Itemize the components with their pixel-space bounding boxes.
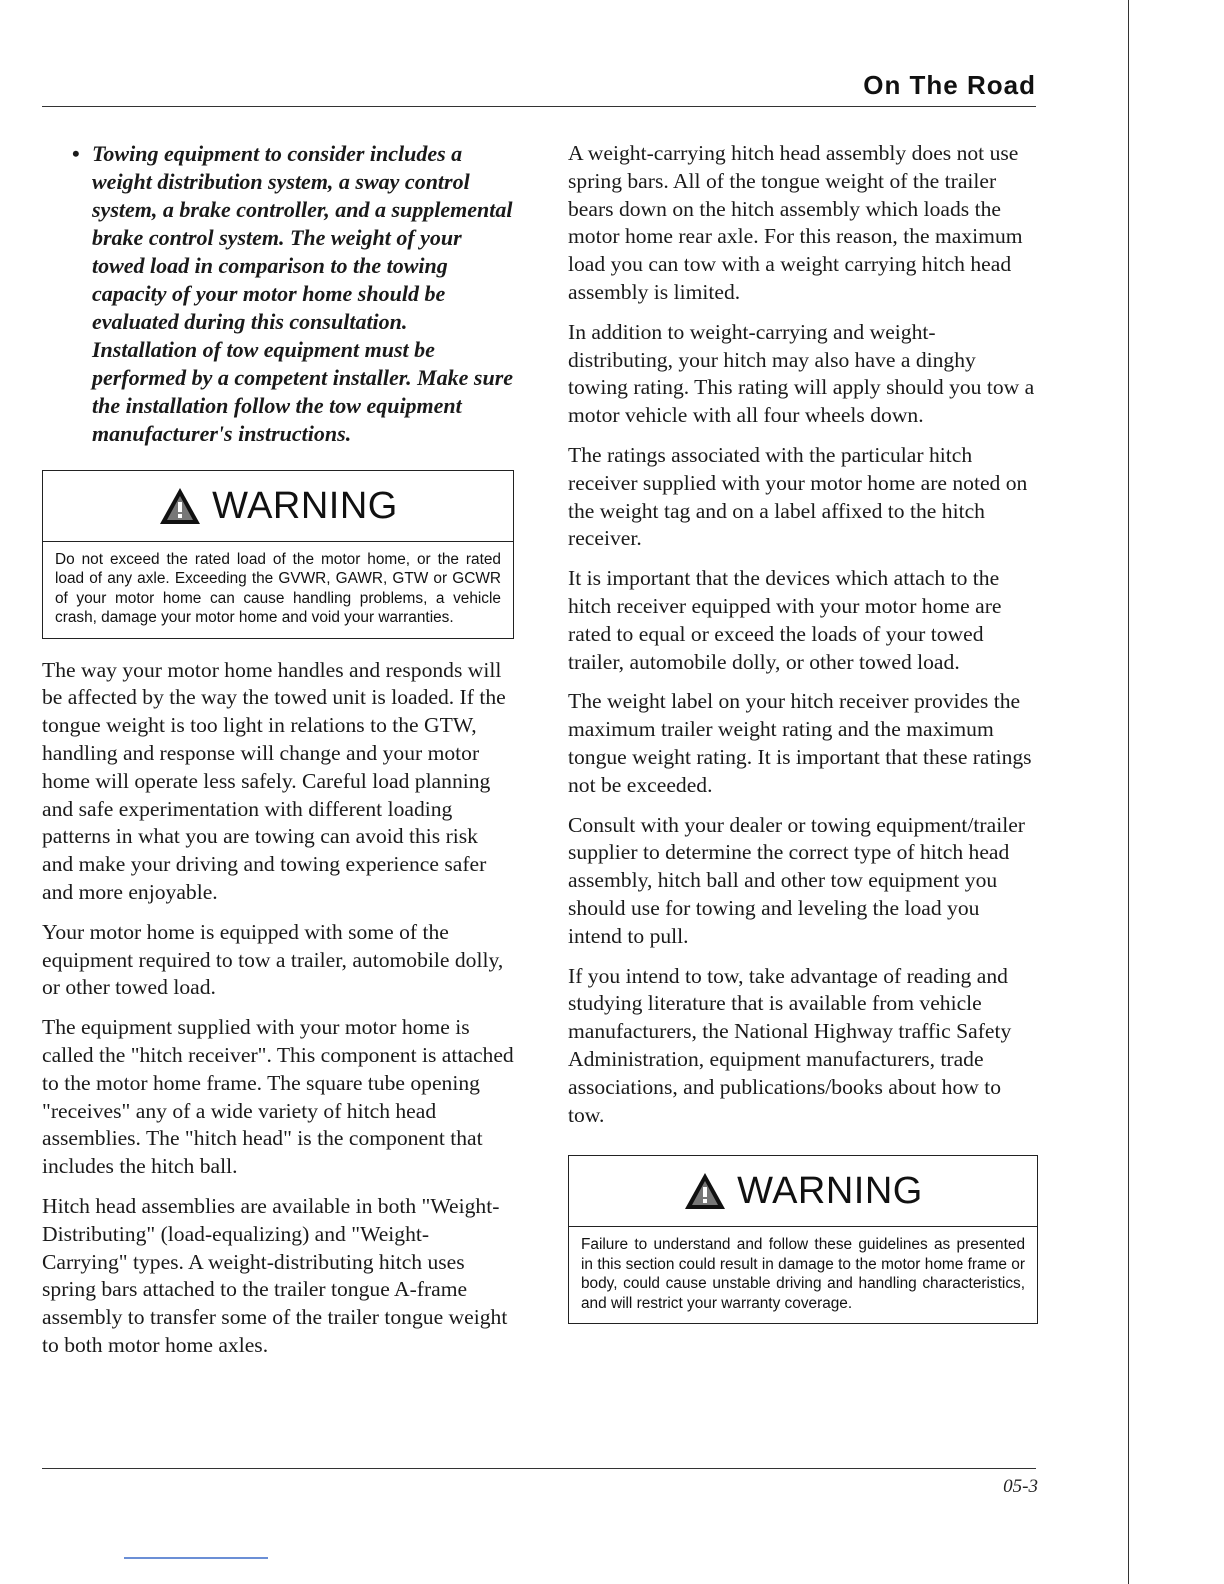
paragraph-weight-carrying: A weight-carrying hitch head assembly does not use spring bars. All of the tongue weight of the trailer bears down on the hitch assembly which loads the motor home rear axle. For this reason, the maximum load you can tow with a weight carrying hitch head assembly is limited. (568, 141, 1023, 304)
towing-equipment-bullet (42, 140, 514, 448)
page-number: 05-3 (1003, 1476, 1038, 1497)
warning-triangle-icon (683, 1171, 727, 1211)
paragraph-literature: If you intend to tow, take advantage of reading and studying literature that is available from vehicle manufacturers, the National Highway traffic Safety Administration, equipment manufacturers, trade associations, and publications/books about how to tow. (568, 963, 1012, 1127)
scan-edge-line (1128, 0, 1129, 1584)
warning-header (43, 471, 513, 542)
bullet-text: Towing equipment to consider includes a weight distribution system, a sway control system, a brake controller, and a supplemental brake control system. The weight of your towed load in comparison to the towing capacity of your motor home should be evaluated during this consultation. Installation of tow equipment must be performed by a competent installer. Make sure the installation follow the tow equipment manufacturer's instructions. (92, 141, 514, 446)
warning-text: Do not exceed the rated load of the motor home, or the rated load of any axle. Exceeding the GVWR, GAWR, GTW or GCWR of your motor home can cause handling problems, a vehicle crash, damage your motor home and void your warranties. (55, 551, 501, 627)
paragraph-ratings-label: The ratings associated with the particular hitch receiver supplied with your motor home are noted on the weight tag and on a label affixed to the hitch receiver. (568, 442, 1028, 551)
paragraph-consult-dealer: Consult with your dealer or towing equipment/trailer supplier to determine the correct type of hitch head assembly, hitch ball and other tow equipment you should use for towing and leveling the load you intend to pull. (568, 812, 1025, 948)
warning-box-rated-load (42, 470, 514, 639)
bullet-marker: • (72, 141, 80, 166)
paragraph-hitch-types: Hitch head assemblies are available in both "Weight-Distributing" (load-equalizing) and "Weight-Carrying" types. A weight-distributing hitch uses spring bars attached to the trailer tongue A-frame assembly to transfer some of the trailer tongue weight to both motor home axles. (42, 1193, 508, 1357)
left-column (42, 140, 514, 1372)
right-column (568, 140, 1038, 1324)
paragraph-hitch-receiver: The equipment supplied with your motor home is called the "hitch receiver". This component is attached to the motor home frame. The square tube opening "receives" any of a wide variety of hitch head assemblies. The "hitch head" is the component that includes the hitch ball. (42, 1015, 514, 1179)
paragraph-equipped: Your motor home is equipped with some of the equipment required to tow a trailer, automobile dolly, or other towed load. (42, 919, 504, 1000)
paragraph-devices-rated: It is important that the devices which attach to the hitch receiver equipped with your motor home are rated to equal or exceed the loads of your towed trailer, automobile dolly, or other towed load. (568, 566, 1002, 674)
scan-blue-line (124, 1557, 268, 1559)
paragraph-handling: The way your motor home handles and responds will be affected by the way the towed unit is loaded. If the tongue weight is too light in relations to the GTW, handling and response will change and your motor home will operate less safely. Careful load planning and safe experimentation with different loading patterns in what you are towing can avoid this risk and make your driving and towing experience safer and more enjoyable. (42, 657, 506, 904)
header-rule (42, 106, 1036, 107)
page-header-title: On The Road (863, 70, 1036, 100)
warning-text: Failure to understand and follow these guidelines as presented in this section could result in damage to the motor home frame or body, could cause unstable driving and handling characteristics, and will restrict your warranty coverage. (581, 1236, 1025, 1312)
footer-rule (42, 1468, 1036, 1469)
warning-title: WARNING (737, 1169, 923, 1212)
paragraph-dinghy-rating: In addition to weight-carrying and weight-distributing, your hitch may also have a dinghy towing rating. This rating will apply should you tow a motor vehicle with all four wheels down. (568, 319, 1035, 428)
warning-header (569, 1156, 1037, 1227)
warning-title: WARNING (212, 484, 398, 527)
warning-triangle-icon (158, 486, 202, 526)
warning-box-guidelines (568, 1155, 1038, 1324)
paragraph-weight-label: The weight label on your hitch receiver provides the maximum trailer weight rating and the maximum tongue weight rating. It is important that these ratings not be exceeded. (568, 689, 1032, 797)
